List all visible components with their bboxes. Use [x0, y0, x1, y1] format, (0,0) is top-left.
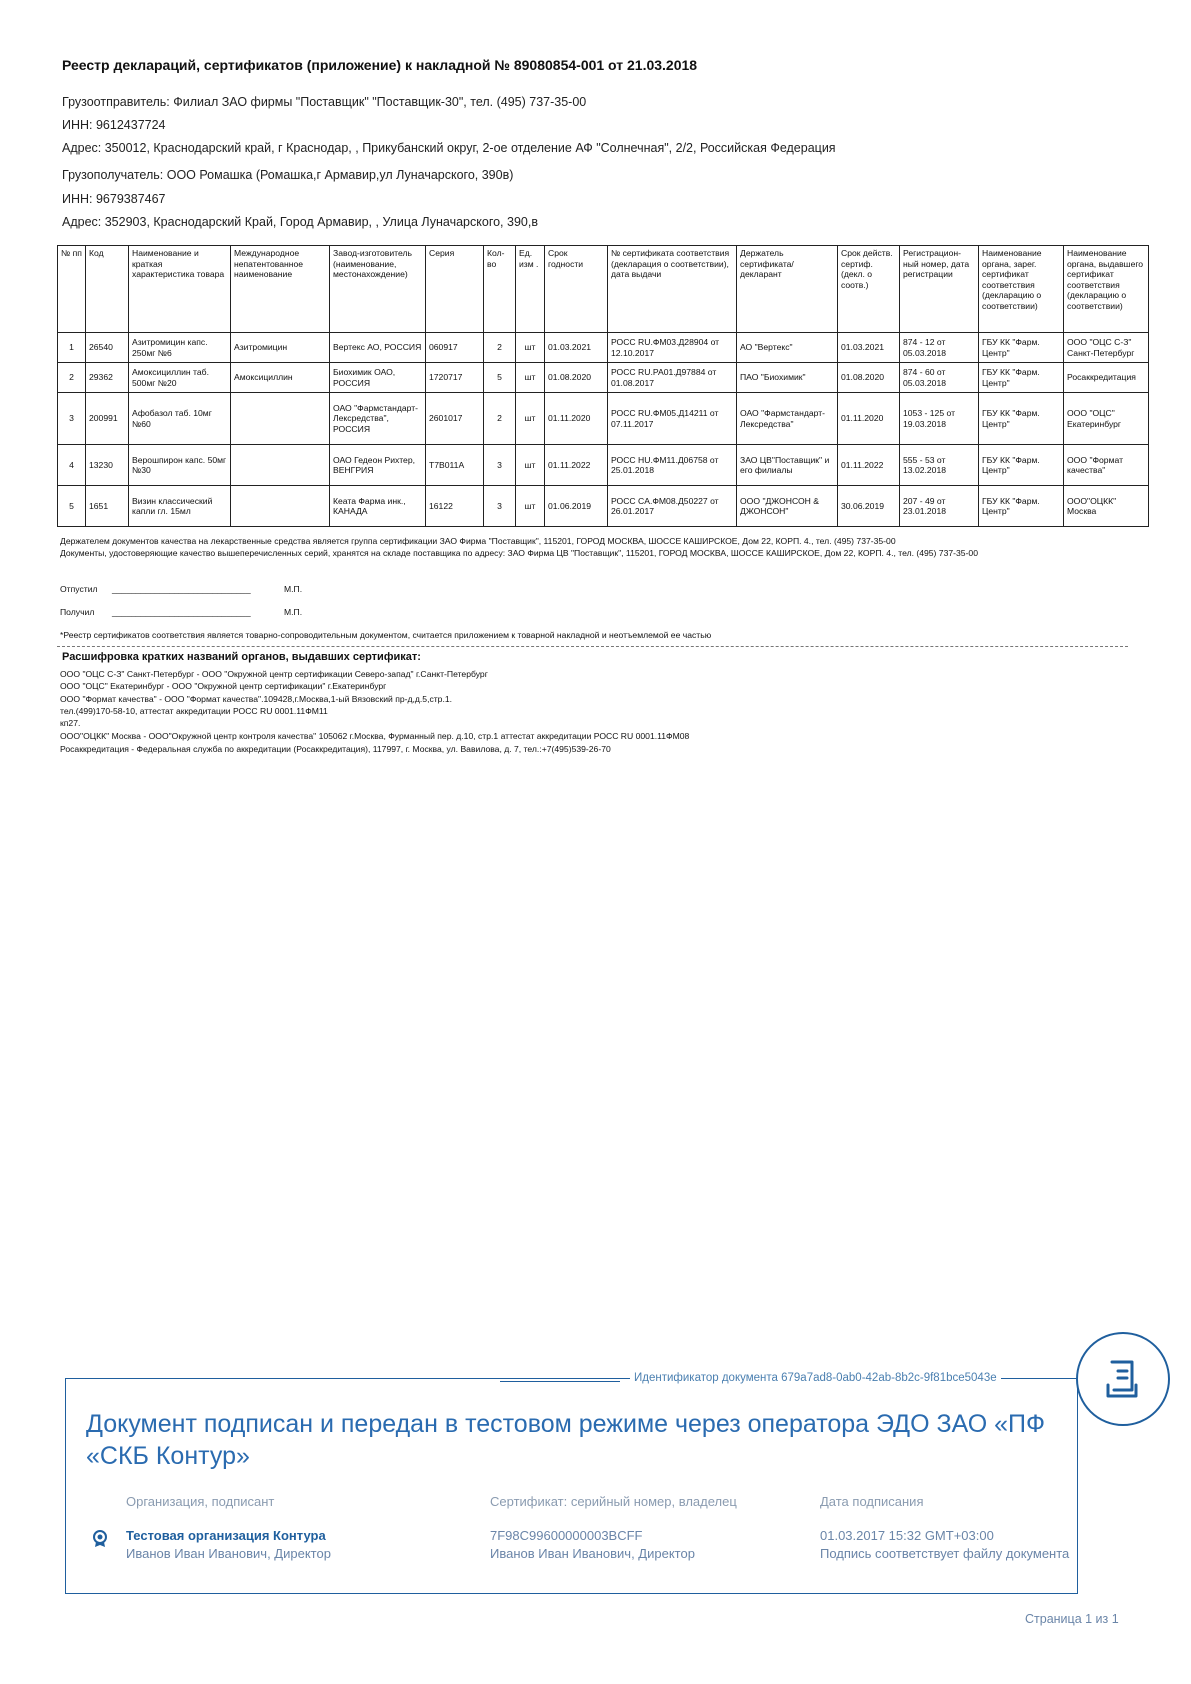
cell: 1651 [86, 486, 129, 527]
signature-check: Подпись соответствует файлу документа [820, 1546, 1070, 1561]
cell: шт [516, 445, 545, 486]
cell: ООО "ОЦС" Екатеринбург [1064, 393, 1149, 445]
sender-inn: ИНН: 9612437724 [62, 118, 166, 132]
footnote: *Реестр сертификатов соответствия является товарно-сопроводительным документом, считается приложением к товарной накладной и неотъемлемой ее частью [60, 630, 712, 640]
cell: T7B011A [426, 445, 484, 486]
cell: ООО "ДЖОНСОН & ДЖОНСОН" [737, 486, 838, 527]
received-mp: М.П. [284, 607, 303, 617]
storage-note: Документы, удостоверяющие качество вышеперечисленных серий, хранятся на складе поставщика по адресу: ЗАО Фирма ЦВ "Поставщик", 115201, ГОРОД МОСКВА, ШОССЕ КАШИРСКОЕ, Дом 22, КОРП. 4., тел. (495) 737-35-00 [60, 548, 978, 558]
cell: Визин классический капли гл. 15мл [129, 486, 231, 527]
cell: 26540 [86, 333, 129, 363]
cell: шт [516, 486, 545, 527]
col-header: Наименование органа, выдавшего сертификат соответствия (декларацию о соответствии) [1064, 246, 1149, 333]
cell: Амоксициллин таб. 500мг №20 [129, 363, 231, 393]
cell: Росаккредитация [1064, 363, 1149, 393]
received-line: _____________________________ [112, 607, 251, 617]
col-header: Код [86, 246, 129, 333]
cell [231, 393, 330, 445]
receiver-address: Адрес: 352903, Краснодарский Край, Город Армавир, , Улица Луначарского, 390,в [62, 215, 538, 229]
cell: 01.08.2020 [838, 363, 900, 393]
col-header: Держатель сертификата/декларант [737, 246, 838, 333]
cell: 207 - 49 от 23.01.2018 [900, 486, 979, 527]
col-header: Ед. изм . [516, 246, 545, 333]
document-identifier: Идентификатор документа 679a7ad8-0ab0-42ab-8b2c-9f81bce5043e [630, 1372, 1001, 1384]
cell: 2601017 [426, 393, 484, 445]
cell: Амоксициллин [231, 363, 330, 393]
legend-line: Росаккредитация - Федеральная служба по аккредитации (Росаккредитация), 117997, г. Москва, ул. Вавилова, д. 7, тел.:+7(495)539-26-70 [60, 744, 611, 754]
cell: 01.06.2019 [545, 486, 608, 527]
signer-person: Иванов Иван Иванович, Директор [126, 1546, 331, 1561]
certificates-table [57, 245, 1149, 527]
identifier-rule [500, 1381, 620, 1382]
cell: 3 [484, 486, 516, 527]
cert-owner: Иванов Иван Иванович, Директор [490, 1546, 695, 1561]
col-header: Наименование органа, зарег. сертификат соответствия (декларацию о соответствии) [979, 246, 1064, 333]
cell: 1720717 [426, 363, 484, 393]
cell: 2 [484, 333, 516, 363]
cell: 01.11.2022 [838, 445, 900, 486]
cell: 01.11.2020 [838, 393, 900, 445]
document-title: Реестр деклараций, сертификатов (приложение) к накладной № 89080854-001 от 21.03.2018 [62, 57, 698, 73]
document-stack-icon [1078, 1334, 1168, 1424]
dashed-divider [57, 646, 1128, 647]
cell: Биохимик ОАО, РОССИЯ [330, 363, 426, 393]
signing-date: 01.03.2017 15:32 GMT+03:00 [820, 1528, 994, 1543]
cell: 01.03.2021 [545, 333, 608, 363]
cell: 1 [58, 333, 86, 363]
cell: ГБУ КК "Фарм. Центр" [979, 486, 1064, 527]
cell: ГБУ КК "Фарм. Центр" [979, 363, 1064, 393]
col-header: Регистрацион-ный номер, дата регистрации [900, 246, 979, 333]
cell: 29362 [86, 363, 129, 393]
cell: РОСС RU.ФМ03.Д28904 от 12.10.2017 [608, 333, 737, 363]
cell: 1053 - 125 от 19.03.2018 [900, 393, 979, 445]
date-header: Дата подписания [820, 1494, 924, 1509]
holder-note: Держателем документов качества на лекарственные средства является группа сертификации ЗАО Фирма "Поставщик", 115201, ГОРОД МОСКВА, ШОССЕ КАШИРСКОЕ, Дом 22, КОРП. 4., тел. (495) 737-35-00 [60, 536, 896, 546]
cell: Афобазол таб. 10мг №60 [129, 393, 231, 445]
cell [231, 486, 330, 527]
cell: шт [516, 333, 545, 363]
received-label: Получил [60, 607, 95, 617]
table-header-row [58, 246, 1149, 333]
legend-line: кп27. [60, 718, 81, 728]
cell: РОСС RU.ФМ05.Д14211 от 07.11.2017 [608, 393, 737, 445]
cell: 16122 [426, 486, 484, 527]
table-row [58, 486, 1149, 527]
col-header: Срок действ. сертиф. (декл. о соотв.) [838, 246, 900, 333]
cell: ОАО Гедеон Рихтер, ВЕНГРИЯ [330, 445, 426, 486]
cell: 5 [58, 486, 86, 527]
cell: ОАО "Фармстандарт-Лексредства", РОССИЯ [330, 393, 426, 445]
cell: 200991 [86, 393, 129, 445]
col-header: Наименование и краткая характеристика товара [129, 246, 231, 333]
cell: ООО "Формат качества" [1064, 445, 1149, 486]
col-header: Завод-изготовитель (наименование, местонахождение) [330, 246, 426, 333]
page-number: Страница 1 из 1 [1025, 1612, 1119, 1626]
col-header: Срок годности [545, 246, 608, 333]
cell: 3 [58, 393, 86, 445]
cell: ГБУ КК "Фарм. Центр" [979, 333, 1064, 363]
cell: ГБУ КК "Фарм. Центр" [979, 393, 1064, 445]
table-row [58, 445, 1149, 486]
legend-line: ООО"ОЦКК" Москва - ООО"Окружной центр контроля качества" 105062 г.Москва, Фурманный пер. д.10, стр.1 аттестат аккредитации РОСС RU 0001.11ФМ08 [60, 731, 690, 741]
cert-header: Сертификат: серийный номер, владелец [490, 1494, 737, 1509]
cell: шт [516, 363, 545, 393]
cell: 2 [58, 363, 86, 393]
receiver-inn: ИНН: 9679387467 [62, 192, 166, 206]
sender: Грузоотправитель: Филиал ЗАО фирмы "Поставщик" "Поставщик-30", тел. (495) 737-35-00 [62, 95, 587, 109]
cell: Азитромицин капс. 250мг №6 [129, 333, 231, 363]
cell: 5 [484, 363, 516, 393]
cell: РОСС CA.ФМ08.Д50227 от 26.01.2017 [608, 486, 737, 527]
signer-organization: Тестовая организация Контура [126, 1528, 326, 1543]
col-header: № пп [58, 246, 86, 333]
sender-address: Адрес: 350012, Краснодарский край, г Краснодар, , Прикубанский округ, 2-ое отделение АФ "Солнечная", 2/2, Российская Федерация [62, 141, 836, 155]
cell: 555 - 53 от 13.02.2018 [900, 445, 979, 486]
cell: ПАО "Биохимик" [737, 363, 838, 393]
cell: ОАО "Фармстандарт-Лексредства" [737, 393, 838, 445]
col-header: Серия [426, 246, 484, 333]
cell: Вертекс АО, РОССИЯ [330, 333, 426, 363]
released-label: Отпустил [60, 584, 98, 594]
cell: шт [516, 393, 545, 445]
cell: 01.11.2022 [545, 445, 608, 486]
cell: 13230 [86, 445, 129, 486]
cell: 874 - 12 от 05.03.2018 [900, 333, 979, 363]
cell: АО "Вертекс" [737, 333, 838, 363]
col-header: Международное непатентованное наименование [231, 246, 330, 333]
table-row [58, 393, 1149, 445]
cell: 3 [484, 445, 516, 486]
legend-line: ООО "Формат качества" - ООО "Формат качества".109428,г.Москва,1-ый Вязовский пр-д,д.5,стр.1. [60, 694, 453, 704]
cell: 060917 [426, 333, 484, 363]
cell [231, 445, 330, 486]
cell: 2 [484, 393, 516, 445]
legend-line: ООО "ОЦС С-З" Санкт-Петербург - ООО "Окружной центр сертификации Северо-запад" г.Санкт-Петербург [60, 669, 488, 679]
kontur-logo [1076, 1332, 1170, 1426]
legend-line: тел.(499)170-58-10, аттестат аккредитации РОСС RU 0001.11ФМ11 [60, 706, 328, 716]
signature-statement: Документ подписан и передан в тестовом режиме через оператора ЭДО ЗАО «ПФ «СКБ Контур» [86, 1410, 1045, 1470]
cell: 874 - 60 от 05.03.2018 [900, 363, 979, 393]
cell: 30.06.2019 [838, 486, 900, 527]
released-mp: М.П. [284, 584, 303, 594]
cell: РОСС RU.РА01.Д97884 от 01.08.2017 [608, 363, 737, 393]
cell: Верошпирон капс. 50мг №30 [129, 445, 231, 486]
cell: ГБУ КК "Фарм. Центр" [979, 445, 1064, 486]
cell: ООО"ОЦКК" Москва [1064, 486, 1149, 527]
cell: 01.08.2020 [545, 363, 608, 393]
seal-icon [92, 1530, 108, 1548]
col-header: Кол-во [484, 246, 516, 333]
org-header: Организация, подписант [126, 1494, 275, 1509]
table-row [58, 333, 1149, 363]
col-header: № сертификата соответствия (декларация о соответствии), дата выдачи [608, 246, 737, 333]
cell: 01.11.2020 [545, 393, 608, 445]
cell: Азитромицин [231, 333, 330, 363]
cell: ЗАО ЦВ"Поставщик" и его филиалы [737, 445, 838, 486]
cert-serial: 7F98C99600000003BCFF [490, 1528, 643, 1543]
legend-line: ООО "ОЦС" Екатеринбург - ООО "Окружной центр сертификации" г.Екатеринбург [60, 681, 387, 691]
cell: Кеата Фарма инк., КАНАДА [330, 486, 426, 527]
table-row [58, 363, 1149, 393]
cell: 4 [58, 445, 86, 486]
cell: РОСС HU.ФМ11.Д06758 от 25.01.2018 [608, 445, 737, 486]
cell: 01.03.2021 [838, 333, 900, 363]
released-line: _____________________________ [112, 584, 251, 594]
legend-title: Расшифровка кратких названий органов, выдавших сертификат: [62, 651, 421, 663]
receiver: Грузополучатель: ООО Ромашка (Ромашка,г Армавир,ул Луначарского, 390в) [62, 168, 514, 182]
cell: ООО "ОЦС С-З" Санкт-Петербург [1064, 333, 1149, 363]
